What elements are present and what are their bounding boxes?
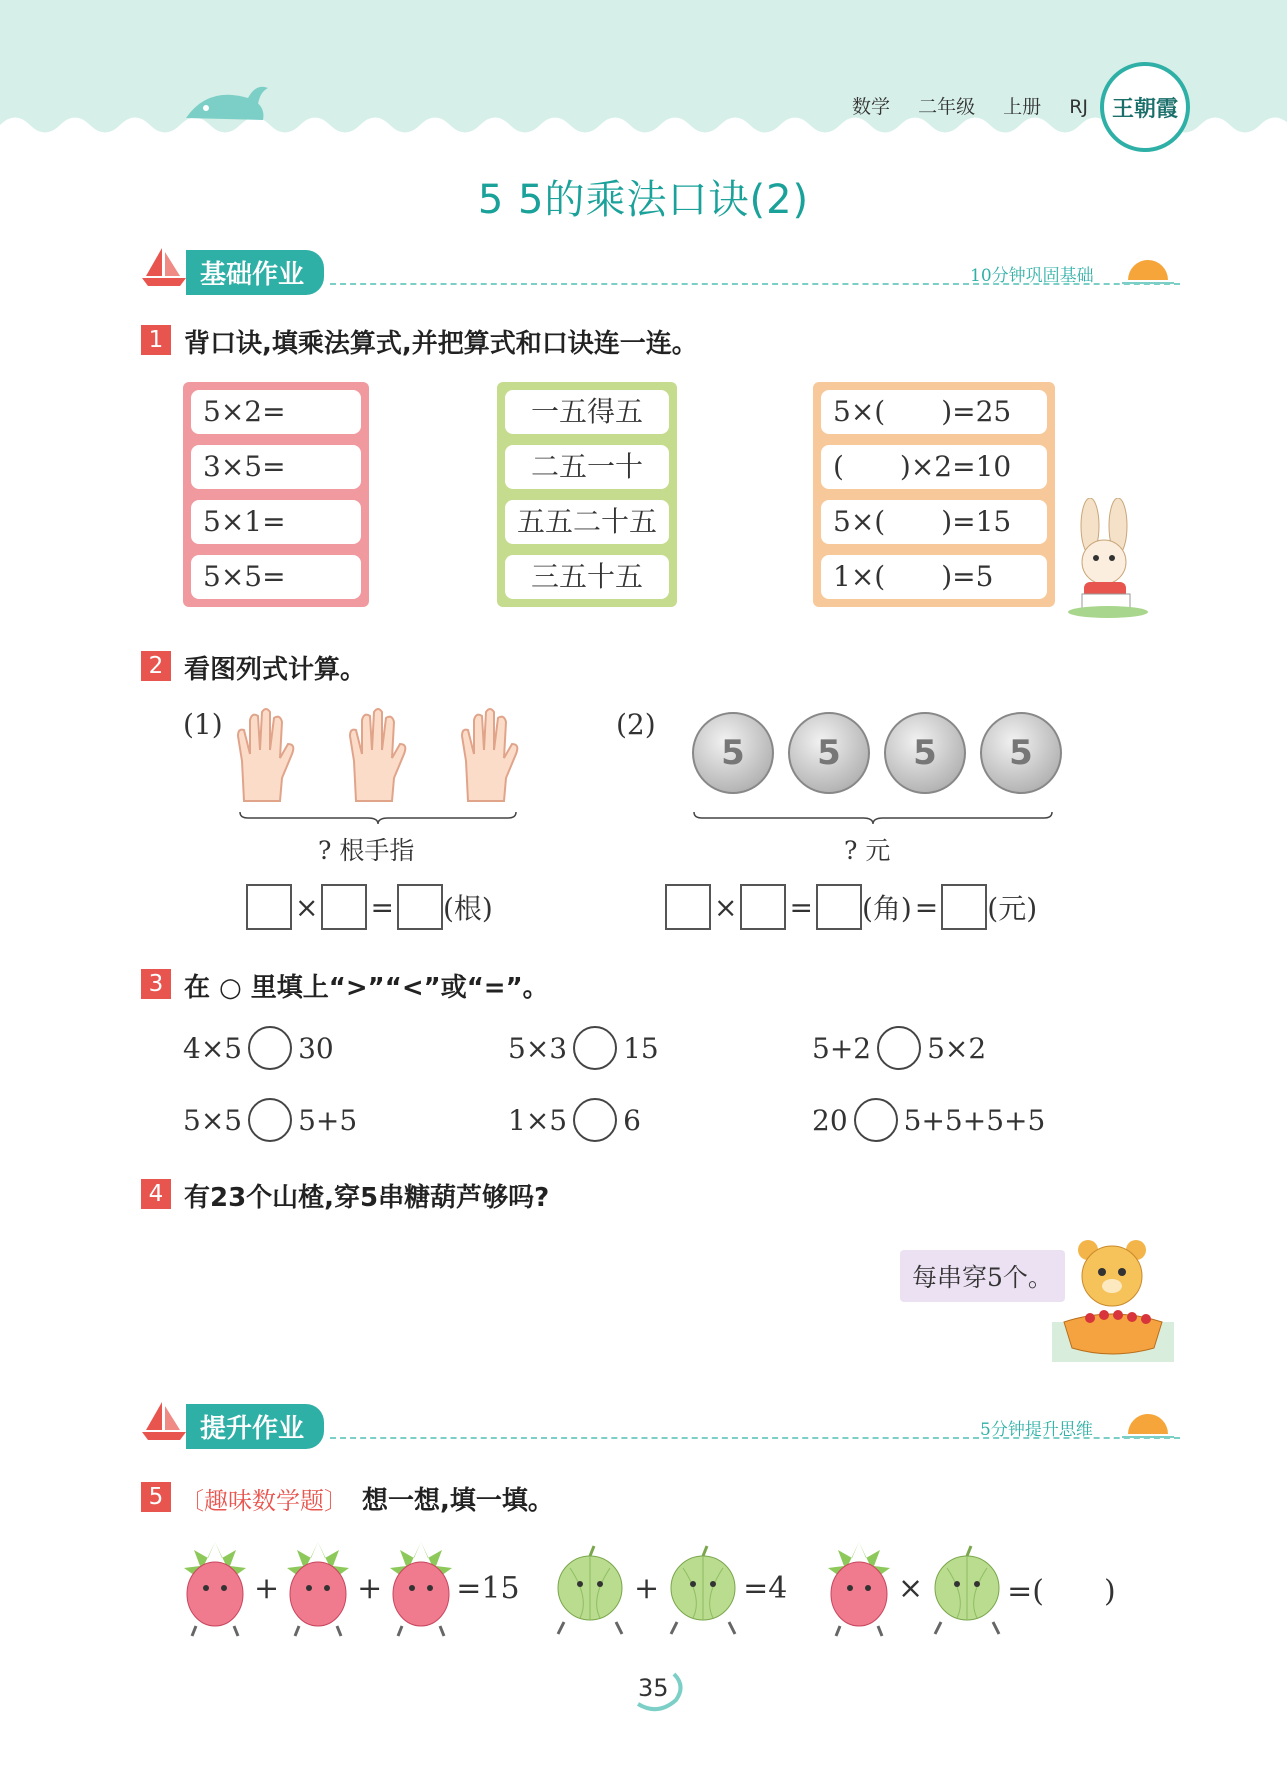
question-2-text: 看图列式计算。 <box>184 655 367 685</box>
question-4-text: 有23个山楂,穿5串糖葫芦够吗? <box>184 1183 550 1213</box>
answer-box[interactable] <box>816 884 862 930</box>
compare-right: 30 <box>298 1031 334 1065</box>
compare-circle[interactable] <box>573 1098 617 1142</box>
q1-left-card[interactable]: 5×5= <box>191 555 361 599</box>
question-3-number: 3 <box>141 969 171 999</box>
coin-5-jiao: 5 <box>788 712 870 794</box>
bear-with-bowl-icon <box>1050 1236 1176 1364</box>
question-5-number: 5 <box>141 1482 171 1512</box>
dragon-fruit-icon <box>386 1538 456 1638</box>
q2-part1-caption: ? 根手指 <box>318 836 415 865</box>
question-3-text: 在 ○ 里填上“>”“<”或“=”。 <box>184 973 549 1003</box>
answer-box[interactable] <box>941 884 987 930</box>
equals-sign: = <box>914 890 939 924</box>
question-5-tag: 〔趣味数学题〕 <box>180 1487 348 1515</box>
compare-right: 6 <box>623 1103 641 1137</box>
dragon-fruit-icon <box>283 1538 353 1638</box>
answer-box[interactable] <box>246 884 292 930</box>
compare-circle[interactable] <box>573 1026 617 1070</box>
q1-right-card[interactable]: ( )×2=10 <box>821 445 1047 489</box>
equals-sign: = <box>789 890 813 924</box>
answer-box[interactable] <box>740 884 786 930</box>
q1-left-card[interactable]: 5×1= <box>191 500 361 544</box>
coin-5-jiao: 5 <box>692 712 774 794</box>
times-sign: × <box>714 890 738 924</box>
dragon-fruit-icon <box>824 1538 894 1638</box>
equation-1-result: =15 <box>456 1570 520 1606</box>
plus-sign: + <box>254 1570 280 1606</box>
q4-answer-area[interactable] <box>184 1230 884 1350</box>
compare-item <box>183 1098 357 1142</box>
q1-right-card[interactable]: 1×( )=5 <box>821 555 1047 599</box>
coins-brace <box>692 810 1054 826</box>
logo-badge <box>1100 62 1190 152</box>
logo-text: 王朝霞 <box>1111 95 1178 122</box>
unit-yuan: (元) <box>987 892 1038 925</box>
q2-part2-caption: ? 元 <box>844 836 891 865</box>
whale-icon <box>178 78 273 130</box>
dragon-fruit-icon <box>180 1538 250 1638</box>
page-title: 5 5的乘法口诀(2) <box>477 177 810 223</box>
coin-5-jiao: 5 <box>884 712 966 794</box>
question-1-text: 背口诀,填乘法算式,并把算式和口诀连一连。 <box>184 329 698 359</box>
compare-item <box>508 1026 659 1070</box>
answer-box[interactable] <box>321 884 367 930</box>
compare-left: 4×5 <box>183 1031 243 1065</box>
compare-item <box>812 1026 986 1070</box>
section-advanced-label: 提升作业 <box>186 1404 324 1449</box>
q1-middle-column <box>497 382 677 607</box>
section-basic-label: 基础作业 <box>186 250 324 295</box>
q5-equation-1 <box>180 1538 520 1638</box>
question-4-number: 4 <box>141 1179 171 1209</box>
q1-right-card[interactable]: 5×( )=25 <box>821 390 1047 434</box>
hand-icon <box>342 706 412 806</box>
compare-left: 5×3 <box>508 1031 568 1065</box>
section-advanced-note: 5分钟提升思维 <box>980 1420 1093 1440</box>
melon-icon <box>550 1538 630 1638</box>
compare-item <box>183 1026 334 1070</box>
volume-label: 上册 <box>1003 96 1042 118</box>
sailboat-icon <box>140 1400 188 1442</box>
times-sign: × <box>295 890 319 924</box>
coin-row <box>692 712 1062 794</box>
compare-circle[interactable] <box>248 1098 292 1142</box>
q1-left-column <box>183 382 369 607</box>
question-1-number: 1 <box>141 325 171 355</box>
hand-icon <box>230 706 300 806</box>
melon-icon <box>663 1538 743 1638</box>
question-5-text: 想一想,填一填。 <box>362 1486 554 1516</box>
answer-box[interactable] <box>665 884 711 930</box>
q1-left-card[interactable]: 3×5= <box>191 445 361 489</box>
hand-icon <box>454 706 524 806</box>
sun-icon <box>1122 252 1174 286</box>
compare-right: 5+5+5+5 <box>903 1103 1046 1137</box>
compare-left: 20 <box>812 1103 848 1137</box>
coin-5-jiao: 5 <box>980 712 1062 794</box>
q2-part2-equation <box>665 884 1037 930</box>
q1-middle-card[interactable]: 一五得五 <box>505 390 669 434</box>
rabbit-reading-icon <box>1062 498 1154 618</box>
plus-sign: + <box>634 1570 660 1606</box>
equation-2-result: =4 <box>743 1570 788 1606</box>
q1-middle-card[interactable]: 三五十五 <box>505 555 669 599</box>
q2-part2-label: (2) <box>616 708 656 741</box>
question-2-number: 2 <box>141 651 171 681</box>
melon-icon <box>927 1538 1007 1638</box>
q2-part1-equation <box>246 884 493 930</box>
q5-equation-2 <box>550 1538 787 1638</box>
q1-middle-card[interactable]: 二五一十 <box>505 445 669 489</box>
compare-left: 5×5 <box>183 1103 243 1137</box>
compare-circle[interactable] <box>877 1026 921 1070</box>
equals-sign: = <box>370 890 394 924</box>
compare-right: 5×2 <box>927 1031 987 1065</box>
q1-left-card[interactable]: 5×2= <box>191 390 361 434</box>
section-basic-note: 10分钟巩固基础 <box>970 266 1094 286</box>
compare-left: 5+2 <box>812 1031 872 1065</box>
sailboat-icon <box>140 246 188 288</box>
compare-item <box>508 1098 641 1142</box>
compare-circle[interactable] <box>854 1098 898 1142</box>
q1-middle-card[interactable]: 五五二十五 <box>505 500 669 544</box>
times-sign: × <box>898 1570 924 1606</box>
grade-label: 二年级 <box>918 96 976 118</box>
q5-equation-3 <box>824 1538 1116 1638</box>
plus-sign: + <box>357 1570 383 1606</box>
q2-part1-label: (1) <box>183 708 223 741</box>
header-meta <box>852 92 1110 119</box>
compare-item <box>812 1098 1045 1142</box>
compare-left: 1×5 <box>508 1103 568 1137</box>
compare-circle[interactable] <box>248 1026 292 1070</box>
q4-tip-bubble: 每串穿5个。 <box>900 1250 1065 1302</box>
unit-jiao: (角) <box>861 892 912 925</box>
sun-icon <box>1122 1406 1174 1440</box>
page-number: 35 <box>638 1674 669 1702</box>
q1-right-card[interactable]: 5×( )=15 <box>821 500 1047 544</box>
edition-label: RJ <box>1069 96 1088 118</box>
hands-brace <box>238 810 518 826</box>
unit-gen: (根) <box>442 892 493 925</box>
compare-right: 5+5 <box>298 1103 358 1137</box>
answer-box[interactable] <box>397 884 443 930</box>
q1-right-column <box>813 382 1055 607</box>
equation-3-result[interactable]: =( ) <box>1007 1574 1116 1609</box>
compare-right: 15 <box>623 1031 659 1065</box>
subject-label: 数学 <box>852 96 891 118</box>
